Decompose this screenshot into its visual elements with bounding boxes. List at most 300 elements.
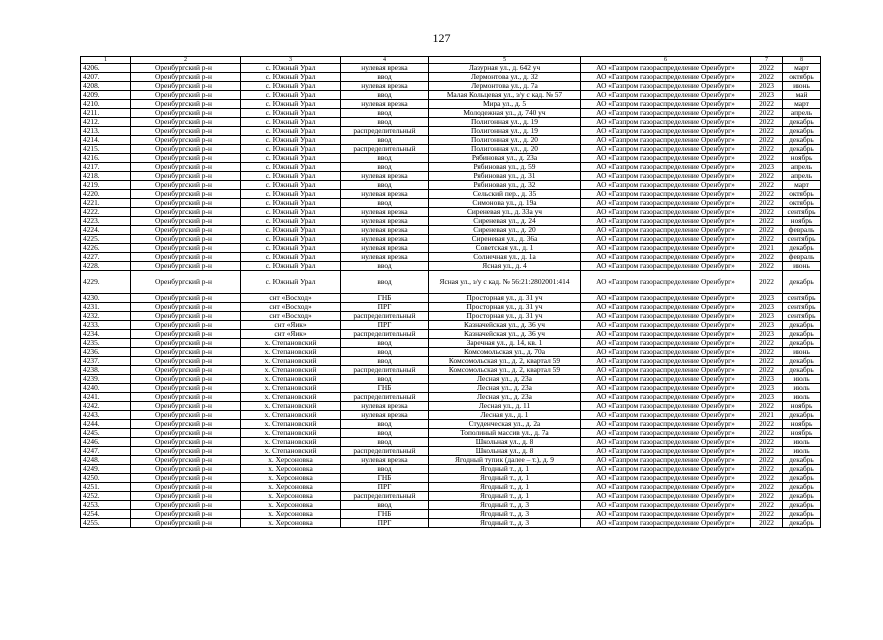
cell-year: 2022 — [751, 366, 783, 375]
cell-address: Лазурная ул., д. 642 уч — [429, 64, 581, 73]
cell-row-number: 4236. — [81, 348, 131, 357]
cell-row-number: 4243. — [81, 411, 131, 420]
cell-work-type: нулевая врезка — [341, 208, 429, 217]
cell-work-type: нулевая врезка — [341, 456, 429, 465]
cell-work-type: ввод — [341, 118, 429, 127]
cell-address: Полигонная ул., д. 20 — [429, 145, 581, 154]
cell-address: Ясная ул., з/у с кад. № 56:21:2802001:414 — [429, 271, 581, 294]
cell-year: 2022 — [751, 181, 783, 190]
cell-address: Казначейская ул., д. 36 уч — [429, 330, 581, 339]
cell-organization: АО «Газпром газораспределение Оренбург» — [581, 208, 751, 217]
cell-district: Оренбургский р-н — [131, 163, 241, 172]
cell-district: Оренбургский р-н — [131, 474, 241, 483]
cell-row-number: 4219. — [81, 181, 131, 190]
cell-year: 2023 — [751, 330, 783, 339]
cell-settlement: х. Степановский — [241, 402, 341, 411]
cell-settlement: х. Степановский — [241, 348, 341, 357]
cell-year: 2023 — [751, 393, 783, 402]
table-row — [81, 447, 821, 456]
cell-month: июнь — [783, 348, 821, 357]
cell-row-number: 4211. — [81, 109, 131, 118]
cell-district: Оренбургский р-н — [131, 366, 241, 375]
cell-organization: АО «Газпром газораспределение Оренбург» — [581, 294, 751, 303]
cell-settlement: х. Степановский — [241, 447, 341, 456]
cell-organization: АО «Газпром газораспределение Оренбург» — [581, 172, 751, 181]
cell-row-number: 4225. — [81, 235, 131, 244]
cell-work-type: ввод — [341, 109, 429, 118]
cell-settlement: с. Южный Урал — [241, 64, 341, 73]
table-row — [81, 244, 821, 253]
cell-month: февраль — [783, 226, 821, 235]
cell-month: октябрь — [783, 199, 821, 208]
cell-year: 2022 — [751, 118, 783, 127]
cell-month: октябрь — [783, 190, 821, 199]
cell-organization: АО «Газпром газораспределение Оренбург» — [581, 483, 751, 492]
cell-address: Полигонная ул., д. 19 — [429, 118, 581, 127]
cell-month: июнь — [783, 262, 821, 271]
cell-month: декабрь — [783, 465, 821, 474]
cell-settlement: снт «Яик» — [241, 330, 341, 339]
cell-organization: АО «Газпром газораспределение Оренбург» — [581, 303, 751, 312]
cell-work-type: ввод — [341, 181, 429, 190]
cell-work-type: нулевая врезка — [341, 64, 429, 73]
table-row — [81, 501, 821, 510]
cell-work-type: распределительный — [341, 145, 429, 154]
column-number: 2 — [131, 57, 241, 64]
cell-row-number: 4232. — [81, 312, 131, 321]
cell-address: Сельский пер., д. 35 — [429, 190, 581, 199]
cell-row-number: 4212. — [81, 118, 131, 127]
cell-address: Лермонтова ул., д. 7а — [429, 82, 581, 91]
cell-year: 2023 — [751, 375, 783, 384]
cell-district: Оренбургский р-н — [131, 384, 241, 393]
cell-year: 2022 — [751, 519, 783, 528]
cell-settlement: с. Южный Урал — [241, 199, 341, 208]
cell-month: декабрь — [783, 474, 821, 483]
cell-work-type: нулевая врезка — [341, 100, 429, 109]
cell-row-number: 4248. — [81, 456, 131, 465]
cell-address: Ягодный т., д. 3 — [429, 501, 581, 510]
cell-month: апрель — [783, 172, 821, 181]
cell-organization: АО «Газпром газораспределение Оренбург» — [581, 118, 751, 127]
cell-row-number: 4247. — [81, 447, 131, 456]
cell-settlement: с. Южный Урал — [241, 145, 341, 154]
cell-district: Оренбургский р-н — [131, 312, 241, 321]
cell-settlement: с. Южный Урал — [241, 82, 341, 91]
table-row — [81, 510, 821, 519]
cell-settlement: с. Южный Урал — [241, 208, 341, 217]
cell-organization: АО «Газпром газораспределение Оренбург» — [581, 127, 751, 136]
cell-year: 2022 — [751, 483, 783, 492]
cell-month: март — [783, 181, 821, 190]
cell-district: Оренбургский р-н — [131, 118, 241, 127]
cell-row-number: 4223. — [81, 217, 131, 226]
cell-month: март — [783, 64, 821, 73]
cell-year: 2022 — [751, 199, 783, 208]
cell-row-number: 4251. — [81, 483, 131, 492]
cell-month: сентябрь — [783, 294, 821, 303]
cell-address: Студенческая ул., д. 2а — [429, 420, 581, 429]
cell-row-number: 4238. — [81, 366, 131, 375]
cell-organization: АО «Газпром газораспределение Оренбург» — [581, 109, 751, 118]
cell-settlement: с. Южный Урал — [241, 271, 341, 294]
cell-organization: АО «Газпром газораспределение Оренбург» — [581, 253, 751, 262]
registry-table — [80, 56, 821, 528]
cell-district: Оренбургский р-н — [131, 145, 241, 154]
cell-settlement: снт «Восход» — [241, 303, 341, 312]
cell-month: декабрь — [783, 127, 821, 136]
table-row — [81, 145, 821, 154]
cell-settlement: с. Южный Урал — [241, 217, 341, 226]
cell-organization: АО «Газпром газораспределение Оренбург» — [581, 190, 751, 199]
cell-year: 2023 — [751, 303, 783, 312]
cell-month: март — [783, 100, 821, 109]
cell-organization: АО «Газпром газораспределение Оренбург» — [581, 402, 751, 411]
cell-settlement: х. Степановский — [241, 393, 341, 402]
cell-address: Ягодный т., д. 3 — [429, 519, 581, 528]
cell-row-number: 4245. — [81, 429, 131, 438]
cell-district: Оренбургский р-н — [131, 447, 241, 456]
cell-district: Оренбургский р-н — [131, 253, 241, 262]
cell-year: 2023 — [751, 91, 783, 100]
cell-district: Оренбургский р-н — [131, 217, 241, 226]
cell-settlement: х. Херсоновка — [241, 483, 341, 492]
column-number: 1 — [81, 57, 131, 64]
cell-settlement: снт «Яик» — [241, 321, 341, 330]
cell-organization: АО «Газпром газораспределение Оренбург» — [581, 64, 751, 73]
cell-settlement: х. Херсоновка — [241, 519, 341, 528]
page-number: 127 — [432, 31, 451, 45]
cell-address: Советская ул., д. 1 — [429, 244, 581, 253]
cell-organization: АО «Газпром газораспределение Оренбург» — [581, 312, 751, 321]
cell-year: 2022 — [751, 492, 783, 501]
table-row — [81, 366, 821, 375]
cell-settlement: х. Степановский — [241, 420, 341, 429]
cell-district: Оренбургский р-н — [131, 483, 241, 492]
cell-organization: АО «Газпром газораспределение Оренбург» — [581, 429, 751, 438]
cell-organization: АО «Газпром газораспределение Оренбург» — [581, 519, 751, 528]
cell-district: Оренбургский р-н — [131, 456, 241, 465]
cell-month: декабрь — [783, 411, 821, 420]
cell-district: Оренбургский р-н — [131, 402, 241, 411]
cell-month: сентябрь — [783, 303, 821, 312]
cell-row-number: 4237. — [81, 357, 131, 366]
cell-work-type: ввод — [341, 73, 429, 82]
cell-year: 2022 — [751, 271, 783, 294]
cell-district: Оренбургский р-н — [131, 262, 241, 271]
cell-settlement: с. Южный Урал — [241, 163, 341, 172]
cell-work-type: ПРГ — [341, 321, 429, 330]
table-row — [81, 465, 821, 474]
table-row — [81, 235, 821, 244]
cell-address: Ягодный т., д. 1 — [429, 483, 581, 492]
cell-row-number: 4221. — [81, 199, 131, 208]
table-row — [81, 118, 821, 127]
cell-district: Оренбургский р-н — [131, 100, 241, 109]
cell-address: Сиреневая ул., д. 33а уч — [429, 208, 581, 217]
cell-work-type: ввод — [341, 163, 429, 172]
table-row — [81, 429, 821, 438]
table-row — [81, 384, 821, 393]
cell-year: 2022 — [751, 438, 783, 447]
cell-district: Оренбургский р-н — [131, 271, 241, 294]
cell-month: май — [783, 91, 821, 100]
cell-settlement: с. Южный Урал — [241, 244, 341, 253]
cell-address: Рябиновая ул., д. 31 — [429, 172, 581, 181]
cell-row-number: 4244. — [81, 420, 131, 429]
cell-organization: АО «Газпром газораспределение Оренбург» — [581, 244, 751, 253]
cell-year: 2022 — [751, 253, 783, 262]
cell-district: Оренбургский р-н — [131, 154, 241, 163]
table-row — [81, 357, 821, 366]
cell-organization: АО «Газпром газораспределение Оренбург» — [581, 339, 751, 348]
cell-month: сентябрь — [783, 235, 821, 244]
cell-year: 2022 — [751, 447, 783, 456]
cell-settlement: х. Степановский — [241, 411, 341, 420]
cell-work-type: ввод — [341, 154, 429, 163]
cell-year: 2023 — [751, 294, 783, 303]
cell-settlement: с. Южный Урал — [241, 154, 341, 163]
cell-settlement: х. Херсоновка — [241, 510, 341, 519]
cell-row-number: 4217. — [81, 163, 131, 172]
cell-organization: АО «Газпром газораспределение Оренбург» — [581, 447, 751, 456]
cell-organization: АО «Газпром газораспределение Оренбург» — [581, 501, 751, 510]
cell-month: декабрь — [783, 501, 821, 510]
cell-year: 2022 — [751, 465, 783, 474]
table-row — [81, 456, 821, 465]
cell-month: декабрь — [783, 483, 821, 492]
cell-organization: АО «Газпром газораспределение Оренбург» — [581, 492, 751, 501]
cell-district: Оренбургский р-н — [131, 181, 241, 190]
cell-settlement: х. Степановский — [241, 366, 341, 375]
cell-year: 2022 — [751, 429, 783, 438]
table-row — [81, 474, 821, 483]
cell-year: 2022 — [751, 474, 783, 483]
table-row — [81, 330, 821, 339]
cell-settlement: с. Южный Урал — [241, 91, 341, 100]
cell-address: Ягодный т., д. 3 — [429, 510, 581, 519]
cell-work-type: ГНБ — [341, 294, 429, 303]
cell-row-number: 4222. — [81, 208, 131, 217]
cell-settlement: с. Южный Урал — [241, 136, 341, 145]
column-number: 6 — [581, 57, 751, 64]
cell-address: Сиреневая ул., д. 20 — [429, 226, 581, 235]
cell-district: Оренбургский р-н — [131, 510, 241, 519]
cell-district: Оренбургский р-н — [131, 244, 241, 253]
cell-address: Школьная ул., д. 8 — [429, 447, 581, 456]
cell-year: 2022 — [751, 339, 783, 348]
cell-work-type: ввод — [341, 348, 429, 357]
cell-organization: АО «Газпром газораспределение Оренбург» — [581, 226, 751, 235]
cell-district: Оренбургский р-н — [131, 199, 241, 208]
cell-district: Оренбургский р-н — [131, 330, 241, 339]
column-number: 7 — [751, 57, 783, 64]
cell-row-number: 4209. — [81, 91, 131, 100]
cell-work-type: нулевая врезка — [341, 172, 429, 181]
cell-month: декабрь — [783, 357, 821, 366]
table-row — [81, 181, 821, 190]
table-row — [81, 420, 821, 429]
cell-work-type: распределительный — [341, 492, 429, 501]
table-row — [81, 303, 821, 312]
cell-organization: АО «Газпром газораспределение Оренбург» — [581, 393, 751, 402]
table-row — [81, 519, 821, 528]
cell-year: 2022 — [751, 73, 783, 82]
cell-month: декабрь — [783, 339, 821, 348]
cell-organization: АО «Газпром газораспределение Оренбург» — [581, 420, 751, 429]
cell-work-type: ввод — [341, 357, 429, 366]
table-row — [81, 492, 821, 501]
cell-month: октябрь — [783, 73, 821, 82]
cell-settlement: х. Степановский — [241, 339, 341, 348]
cell-row-number: 4255. — [81, 519, 131, 528]
cell-settlement: х. Степановский — [241, 375, 341, 384]
cell-address: Комсомольская ул., д. 70а — [429, 348, 581, 357]
cell-month: ноябрь — [783, 420, 821, 429]
column-number: 3 — [241, 57, 341, 64]
cell-year: 2022 — [751, 136, 783, 145]
cell-settlement: с. Южный Урал — [241, 253, 341, 262]
column-number: 5 — [429, 57, 581, 64]
cell-organization: АО «Газпром газораспределение Оренбург» — [581, 456, 751, 465]
table-row — [81, 375, 821, 384]
cell-address: Симонова ул., д. 19а — [429, 199, 581, 208]
cell-organization: АО «Газпром газораспределение Оренбург» — [581, 73, 751, 82]
cell-settlement: с. Южный Урал — [241, 235, 341, 244]
cell-organization: АО «Газпром газораспределение Оренбург» — [581, 262, 751, 271]
cell-address: Заречная ул., д. 14, кв. 1 — [429, 339, 581, 348]
cell-year: 2023 — [751, 312, 783, 321]
cell-work-type: ПРГ — [341, 519, 429, 528]
cell-row-number: 4254. — [81, 510, 131, 519]
cell-settlement: с. Южный Урал — [241, 118, 341, 127]
cell-district: Оренбургский р-н — [131, 465, 241, 474]
cell-row-number: 4249. — [81, 465, 131, 474]
cell-address: Ягодный т., д. 1 — [429, 465, 581, 474]
table-row — [81, 109, 821, 118]
cell-organization: АО «Газпром газораспределение Оренбург» — [581, 91, 751, 100]
cell-month: декабрь — [783, 510, 821, 519]
table-row — [81, 393, 821, 402]
cell-district: Оренбургский р-н — [131, 226, 241, 235]
cell-year: 2022 — [751, 402, 783, 411]
cell-organization: АО «Газпром газораспределение Оренбург» — [581, 163, 751, 172]
cell-row-number: 4230. — [81, 294, 131, 303]
cell-address: Тополиный массив ул., д. 7а — [429, 429, 581, 438]
cell-organization: АО «Газпром газораспределение Оренбург» — [581, 384, 751, 393]
cell-row-number: 4233. — [81, 321, 131, 330]
table-row — [81, 127, 821, 136]
cell-address: Сиреневая ул., д. 24 — [429, 217, 581, 226]
cell-work-type: ГНБ — [341, 474, 429, 483]
cell-work-type: распределительный — [341, 312, 429, 321]
table-row — [81, 411, 821, 420]
cell-row-number: 4220. — [81, 190, 131, 199]
cell-address: Лесная ул., д. 23а — [429, 393, 581, 402]
cell-year: 2022 — [751, 262, 783, 271]
table-row — [81, 226, 821, 235]
cell-address: Ягодный т., д. 1 — [429, 474, 581, 483]
cell-work-type: ввод — [341, 136, 429, 145]
cell-work-type: нулевая врезка — [341, 190, 429, 199]
cell-month: ноябрь — [783, 217, 821, 226]
cell-address: Рябиновая ул., д. 23а — [429, 154, 581, 163]
table-row — [81, 312, 821, 321]
cell-settlement: с. Южный Урал — [241, 73, 341, 82]
cell-district: Оренбургский р-н — [131, 136, 241, 145]
cell-row-number: 4208. — [81, 82, 131, 91]
cell-row-number: 4239. — [81, 375, 131, 384]
table-row — [81, 271, 821, 294]
cell-organization: АО «Газпром газораспределение Оренбург» — [581, 145, 751, 154]
table-row — [81, 136, 821, 145]
cell-month: июль — [783, 384, 821, 393]
cell-settlement: х. Херсоновка — [241, 501, 341, 510]
cell-month: декабрь — [783, 321, 821, 330]
cell-settlement: с. Южный Урал — [241, 181, 341, 190]
cell-year: 2021 — [751, 244, 783, 253]
cell-row-number: 4252. — [81, 492, 131, 501]
cell-address: Ясная ул., д. 4 — [429, 262, 581, 271]
cell-work-type: ГНБ — [341, 384, 429, 393]
cell-row-number: 4213. — [81, 127, 131, 136]
cell-work-type: ввод — [341, 91, 429, 100]
cell-month: ноябрь — [783, 429, 821, 438]
cell-work-type: нулевая врезка — [341, 226, 429, 235]
cell-work-type: ввод — [341, 375, 429, 384]
cell-row-number: 4253. — [81, 501, 131, 510]
table-row — [81, 339, 821, 348]
cell-month: апрель — [783, 163, 821, 172]
cell-district: Оренбургский р-н — [131, 64, 241, 73]
cell-work-type: нулевая врезка — [341, 235, 429, 244]
cell-month: апрель — [783, 109, 821, 118]
cell-settlement: с. Южный Урал — [241, 226, 341, 235]
column-number: 8 — [783, 57, 821, 64]
cell-settlement: с. Южный Урал — [241, 109, 341, 118]
cell-address: Просторная ул., д. 31 уч — [429, 303, 581, 312]
cell-district: Оренбургский р-н — [131, 375, 241, 384]
cell-work-type: распределительный — [341, 393, 429, 402]
cell-organization: АО «Газпром газораспределение Оренбург» — [581, 330, 751, 339]
cell-year: 2023 — [751, 321, 783, 330]
cell-settlement: снт «Восход» — [241, 312, 341, 321]
cell-row-number: 4214. — [81, 136, 131, 145]
cell-district: Оренбургский р-н — [131, 172, 241, 181]
cell-row-number: 4206. — [81, 64, 131, 73]
table-row — [81, 483, 821, 492]
cell-month: сентябрь — [783, 312, 821, 321]
cell-organization: АО «Газпром газораспределение Оренбург» — [581, 235, 751, 244]
cell-district: Оренбургский р-н — [131, 208, 241, 217]
cell-month: декабрь — [783, 271, 821, 294]
cell-work-type: распределительный — [341, 330, 429, 339]
cell-address: Лесная ул., д. 23а — [429, 375, 581, 384]
cell-work-type: распределительный — [341, 447, 429, 456]
cell-month: декабрь — [783, 244, 821, 253]
cell-organization: АО «Газпром газораспределение Оренбург» — [581, 375, 751, 384]
cell-year: 2022 — [751, 348, 783, 357]
cell-year: 2022 — [751, 510, 783, 519]
cell-work-type: распределительный — [341, 127, 429, 136]
cell-month: декабрь — [783, 456, 821, 465]
cell-month: ноябрь — [783, 402, 821, 411]
cell-address: Ягодный т., д. 1 — [429, 492, 581, 501]
cell-address: Лесная ул., д. 23а — [429, 384, 581, 393]
table-row — [81, 438, 821, 447]
cell-year: 2022 — [751, 208, 783, 217]
cell-work-type: ввод — [341, 501, 429, 510]
